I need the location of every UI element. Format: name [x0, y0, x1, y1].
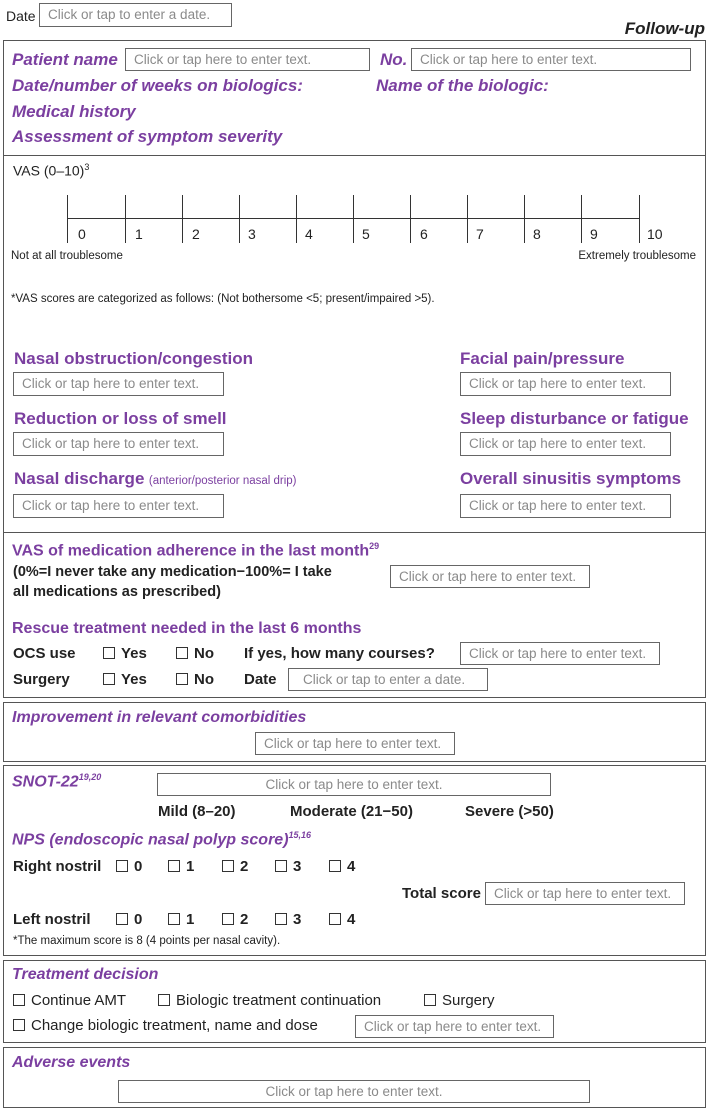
patient-no-input[interactable]: Click or tap here to enter text.	[411, 48, 691, 71]
right-nostril-option[interactable]	[168, 858, 194, 875]
left-nostril-option-text: 4	[347, 911, 356, 928]
weeks-on-biologics-label: Date/number of weeks on biologics:	[12, 76, 303, 95]
total-score-label: Total score	[402, 885, 481, 902]
vas-title	[13, 162, 89, 179]
left-nostril-option-text: 2	[240, 911, 249, 928]
rescue-title: Rescue treatment needed in the last 6 months	[12, 620, 362, 637]
continue-amt-text: Continue AMT	[31, 992, 127, 1009]
vas-tick-label: 4	[305, 226, 313, 242]
left-nostril-checkbox[interactable]	[168, 913, 180, 925]
ocs-yes-text: Yes	[121, 645, 147, 662]
snot-input[interactable]: Click or tap here to enter text.	[157, 773, 551, 796]
courses-input[interactable]: Click or tap here to enter text.	[460, 642, 660, 665]
left-nostril-option[interactable]	[222, 911, 248, 928]
patient-name-input[interactable]: Click or tap here to enter text.	[125, 48, 370, 71]
symptom-sleep-disturbance-input[interactable]: Click or tap here to enter text.	[460, 432, 671, 456]
form-title: Follow-up	[624, 19, 705, 38]
right-nostril-option-text: 2	[240, 858, 249, 875]
left-nostril-option[interactable]	[329, 911, 355, 928]
right-nostril-option-text: 1	[186, 858, 195, 875]
patient-name-label: Patient name	[12, 50, 118, 69]
surgery-no-option[interactable]	[176, 671, 214, 688]
change-biologic-text: Change biologic treatment, name and dose	[31, 1017, 318, 1034]
surgery-no-checkbox[interactable]	[176, 673, 188, 685]
right-nostril-label: Right nostril	[13, 858, 102, 875]
symptom-nasal-discharge-input[interactable]: Click or tap here to enter text.	[13, 494, 224, 518]
vas-tick	[639, 195, 640, 243]
vas-tick-label: 7	[476, 226, 484, 242]
biologic-continuation-text: Biologic treatment continuation	[176, 992, 382, 1009]
comorbidities-title: Improvement in relevant comorbidities	[12, 709, 307, 726]
ocs-yes-option[interactable]	[103, 645, 147, 662]
symptom-nasal-discharge-sub: (anterior/posterior nasal drip)	[148, 475, 297, 487]
symptom-nasal-discharge-text: Nasal discharge	[14, 469, 145, 488]
left-nostril-option-text: 0	[134, 911, 143, 928]
adherence-input[interactable]: Click or tap here to enter text.	[390, 565, 590, 588]
severity-label: Assessment of symptom severity	[12, 127, 283, 146]
nps-note: *The maximum score is 8 (4 points per nasal cavity).	[13, 935, 281, 947]
treatment-title: Treatment decision	[12, 966, 159, 983]
vas-tick	[182, 195, 183, 243]
biologic-continuation-checkbox[interactable]	[158, 994, 170, 1006]
surgery-no-text: No	[194, 671, 214, 688]
continue-amt-option[interactable]	[13, 992, 126, 1009]
right-nostril-checkbox[interactable]	[222, 860, 234, 872]
vas-tick	[353, 195, 354, 243]
left-nostril-checkbox[interactable]	[222, 913, 234, 925]
right-nostril-option[interactable]	[275, 858, 301, 875]
ocs-no-checkbox[interactable]	[176, 647, 188, 659]
snot-title-text: SNOT-22	[12, 773, 79, 791]
left-nostril-checkbox[interactable]	[275, 913, 287, 925]
snot-mild-label: Mild (8–20)	[158, 803, 236, 820]
surgery-date-label: Date	[244, 671, 277, 688]
vas-tick	[410, 195, 411, 243]
surgery-yes-checkbox[interactable]	[103, 673, 115, 685]
total-score-input[interactable]: Click or tap here to enter text.	[485, 882, 685, 905]
symptom-overall-input[interactable]: Click or tap here to enter text.	[460, 494, 671, 518]
right-nostril-checkbox[interactable]	[116, 860, 128, 872]
biologic-continuation-option[interactable]	[158, 992, 381, 1009]
vas-tick	[524, 195, 525, 243]
comorbidities-input[interactable]: Click or tap here to enter text.	[255, 732, 455, 755]
surgery-label: Surgery	[13, 671, 70, 688]
symptom-smell-loss-label: Reduction or loss of smell	[14, 409, 227, 428]
nps-title-sup: 15,16	[288, 830, 312, 840]
surgery-yes-option[interactable]	[103, 671, 147, 688]
vas-tick	[581, 195, 582, 243]
vas-tick-label: 0	[78, 226, 86, 242]
vas-tick	[239, 195, 240, 243]
symptom-facial-pain-input[interactable]: Click or tap here to enter text.	[460, 372, 671, 396]
adherence-title-sup: 29	[369, 541, 380, 551]
change-biologic-option[interactable]	[13, 1017, 318, 1034]
continue-amt-checkbox[interactable]	[13, 994, 25, 1006]
adherence-title-text: VAS of medication adherence in the last month	[12, 542, 370, 560]
vas-tick	[467, 195, 468, 243]
vas-tick-label: 2	[192, 226, 200, 242]
vas-tick-label: 1	[135, 226, 143, 242]
snot-title	[12, 772, 101, 791]
ocs-yes-checkbox[interactable]	[103, 647, 115, 659]
vas-tick-label: 3	[248, 226, 256, 242]
surgery-checkbox[interactable]	[424, 994, 436, 1006]
courses-label: If yes, how many courses?	[244, 645, 435, 662]
vas-note: *VAS scores are categorized as follows: (Not bothersome <5; present/impaired >5).	[11, 293, 435, 305]
left-nostril-option[interactable]	[275, 911, 301, 928]
right-nostril-option[interactable]	[329, 858, 355, 875]
left-nostril-checkbox[interactable]	[116, 913, 128, 925]
right-nostril-option[interactable]	[222, 858, 248, 875]
adverse-input[interactable]: Click or tap here to enter text.	[118, 1080, 590, 1103]
vas-tick-label: 6	[420, 226, 428, 242]
ocs-no-option[interactable]	[176, 645, 214, 662]
change-biologic-checkbox[interactable]	[13, 1019, 25, 1031]
vas-right-anchor: Extremely troublesome	[578, 250, 696, 262]
surgery-yes-text: Yes	[121, 671, 147, 688]
vas-left-anchor: Not at all troublesome	[11, 250, 123, 262]
symptom-overall-label: Overall sinusitis symptoms	[460, 469, 682, 488]
ocs-use-label: OCS use	[13, 645, 76, 662]
snot-severe-label: Severe (>50)	[465, 803, 554, 820]
adherence-desc-line2: all medications as prescribed)	[13, 584, 221, 600]
nps-title-text: NPS (endoscopic nasal polyp score)	[12, 831, 289, 849]
snot-moderate-label: Moderate (21−50)	[290, 803, 413, 820]
left-nostril-checkbox[interactable]	[329, 913, 341, 925]
vas-tick	[296, 195, 297, 243]
ocs-no-text: No	[194, 645, 214, 662]
right-nostril-checkbox[interactable]	[168, 860, 180, 872]
surgery-date-input[interactable]: Click or tap to enter a date.	[288, 668, 488, 691]
right-nostril-checkbox[interactable]	[275, 860, 287, 872]
vas-tick	[125, 195, 126, 243]
symptom-smell-loss-input[interactable]: Click or tap here to enter text.	[13, 432, 224, 456]
right-nostril-option-text: 3	[293, 858, 302, 875]
right-nostril-checkbox[interactable]	[329, 860, 341, 872]
vas-tick-label: 10	[647, 226, 663, 242]
vas-title-sup: 3	[84, 162, 90, 172]
vas-tick-label: 5	[362, 226, 370, 242]
left-nostril-option-text: 1	[186, 911, 195, 928]
change-biologic-input[interactable]: Click or tap here to enter text.	[355, 1015, 554, 1038]
left-nostril-option[interactable]	[168, 911, 194, 928]
adverse-title: Adverse events	[12, 1054, 131, 1071]
vas-tick-label: 9	[590, 226, 598, 242]
symptom-nasal-obstruction-label: Nasal obstruction/congestion	[14, 349, 253, 368]
adherence-title	[12, 541, 379, 560]
biologic-name-label: Name of the biologic:	[376, 76, 549, 95]
vas-tick	[67, 195, 68, 243]
symptom-facial-pain-label: Facial pain/pressure	[460, 349, 625, 368]
symptom-sleep-disturbance-label: Sleep disturbance or fatigue	[460, 409, 689, 428]
adherence-desc-line1: (0%=I never take any medication−100%= I take	[13, 564, 332, 580]
date-label: Date	[6, 8, 36, 24]
surgery-option[interactable]	[424, 992, 495, 1009]
left-nostril-option-text: 3	[293, 911, 302, 928]
left-nostril-label: Left nostril	[13, 911, 91, 928]
symptom-nasal-obstruction-input[interactable]: Click or tap here to enter text.	[13, 372, 224, 396]
patient-no-label: No.	[380, 50, 408, 69]
vas-tick-label: 8	[533, 226, 541, 242]
snot-title-sup: 19,20	[78, 772, 102, 782]
right-nostril-option-text: 0	[134, 858, 143, 875]
vas-title-text: VAS (0–10)	[13, 162, 85, 179]
nps-title	[12, 830, 311, 849]
symptom-nasal-discharge-label	[14, 469, 297, 489]
right-nostril-option[interactable]	[116, 858, 142, 875]
surgery-option-text: Surgery	[442, 992, 495, 1009]
right-nostril-option-text: 4	[347, 858, 356, 875]
left-nostril-option[interactable]	[116, 911, 142, 928]
header-date-field[interactable]: Click or tap to enter a date.	[39, 3, 232, 27]
medical-history-label: Medical history	[12, 102, 136, 121]
